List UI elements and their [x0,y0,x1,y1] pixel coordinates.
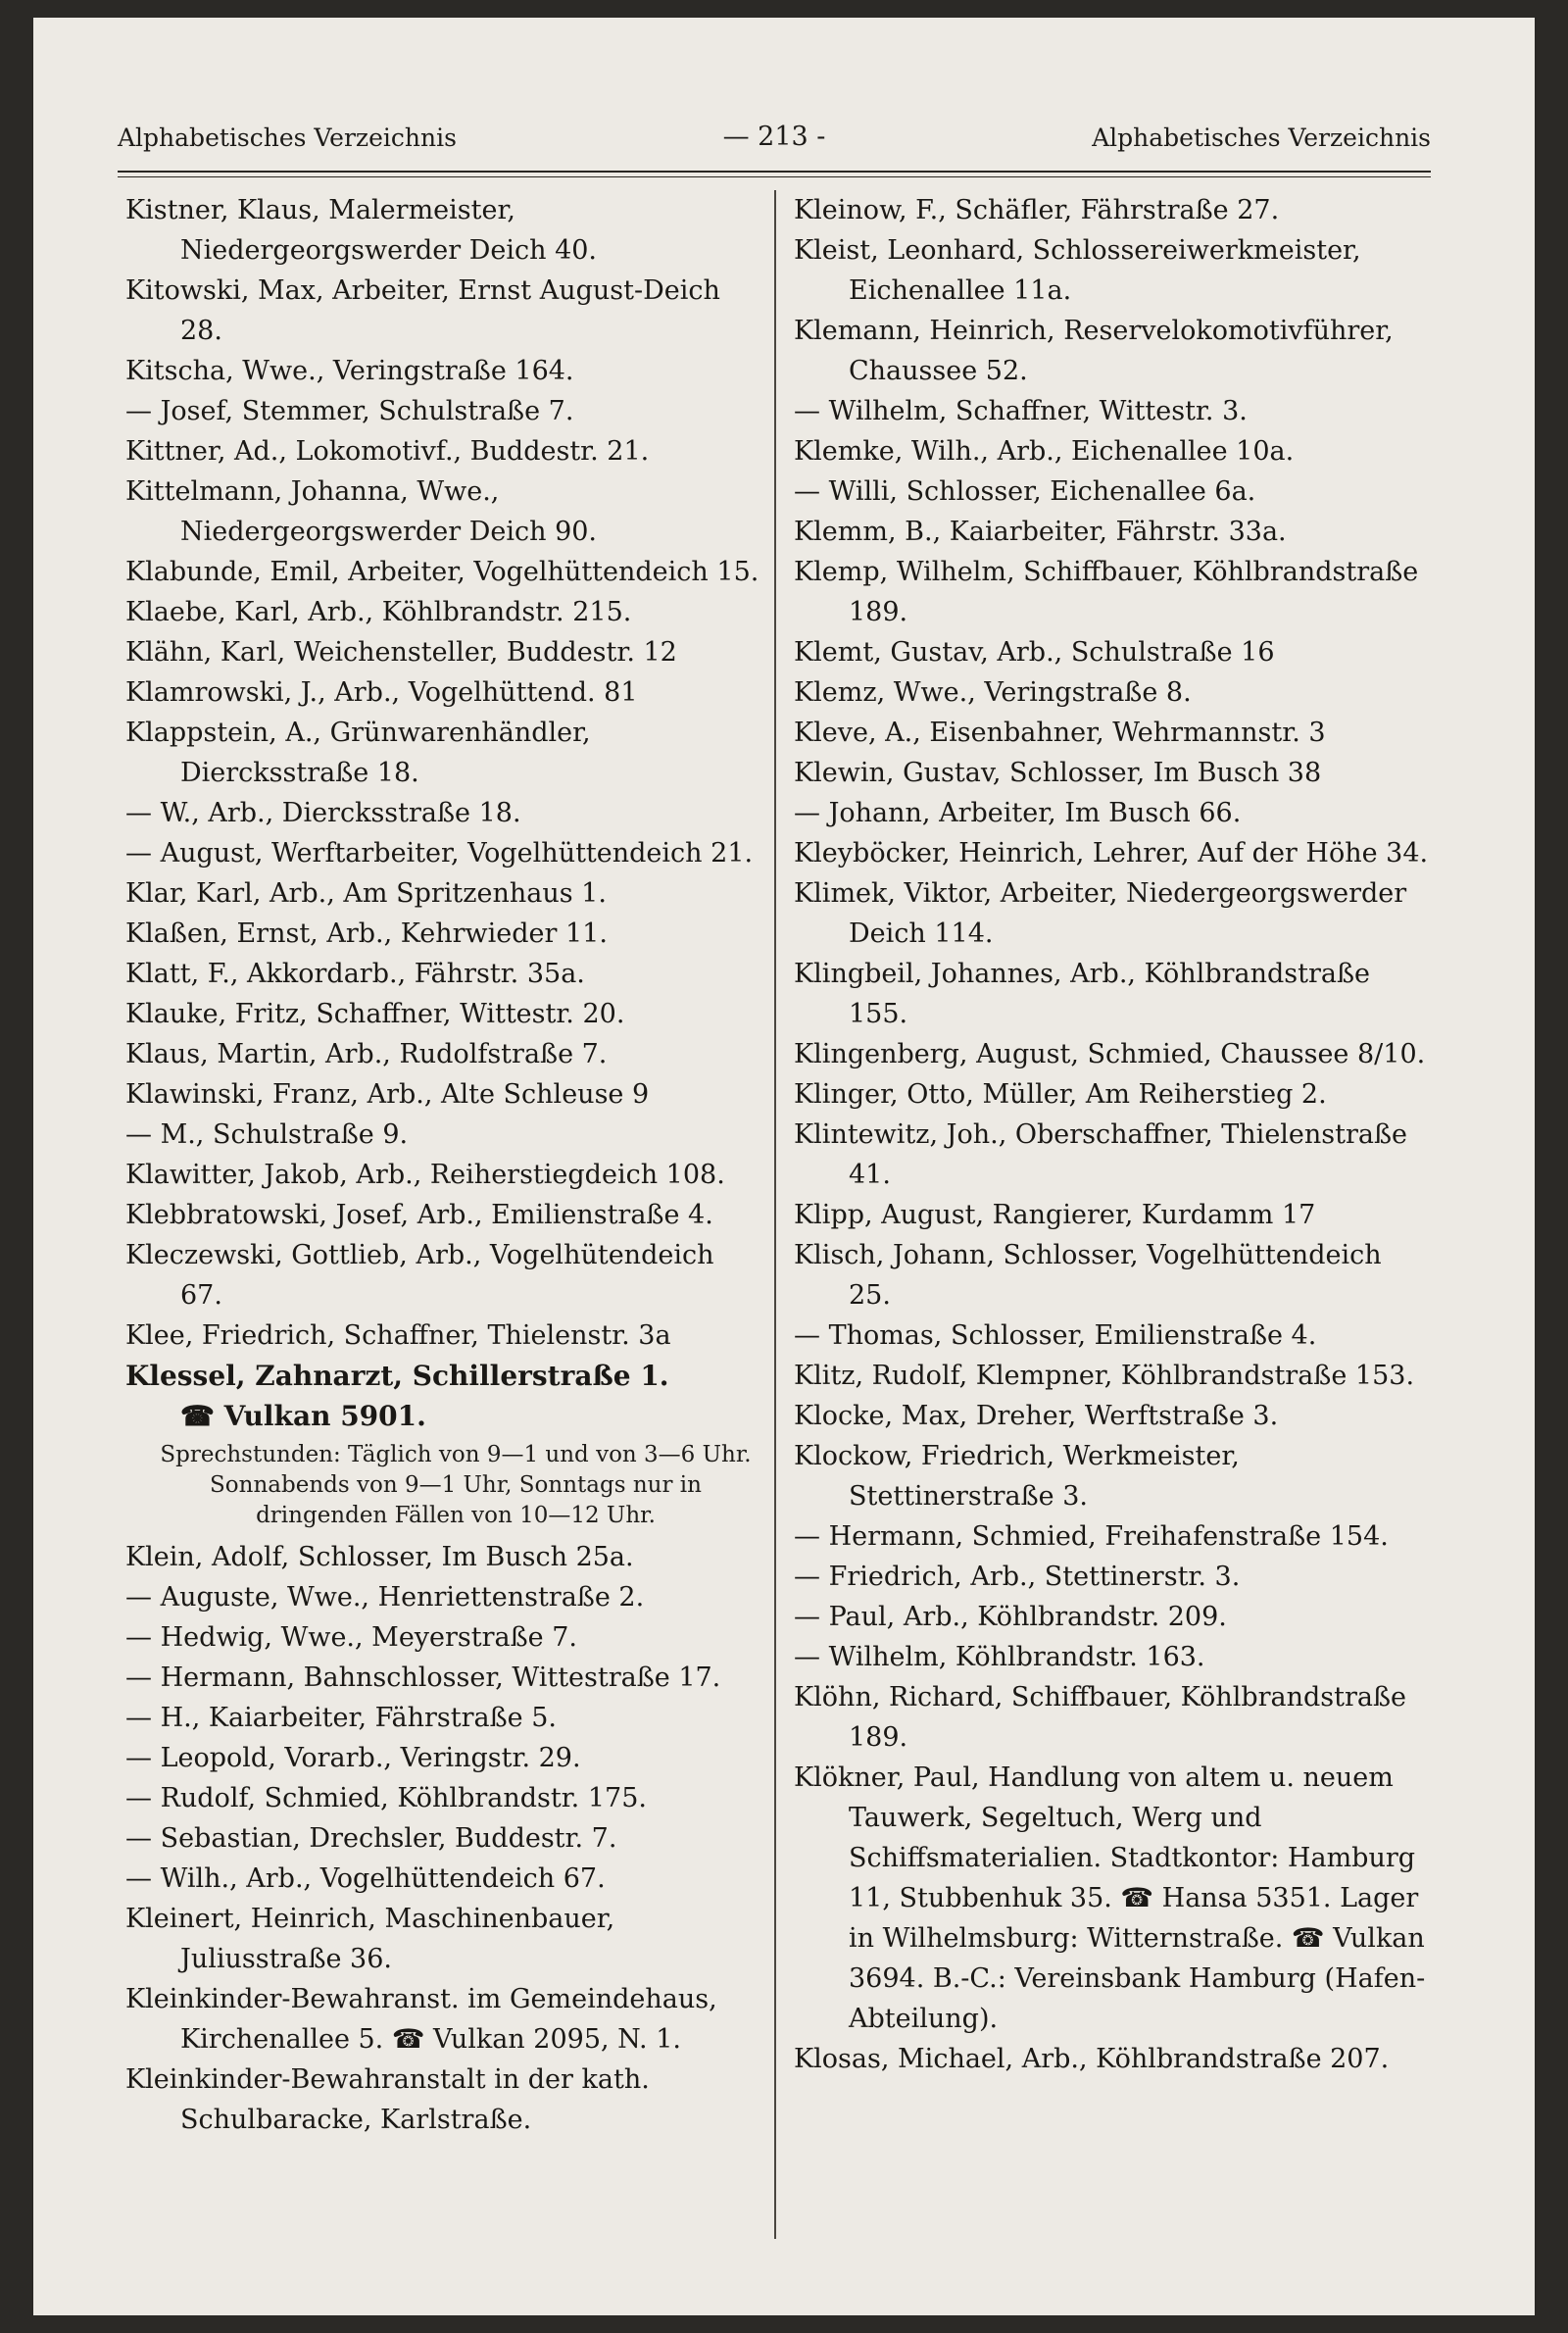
directory-entry: — Johann, Arbeiter, Im Busch 66. [794,798,1242,828]
directory-entry: Kistner, Klaus, Malermeister, Niedergeorgswerder Deich 40. [125,195,598,266]
directory-entry: Klaebe, Karl, Arb., Köhlbrandstr. 215. [125,597,632,627]
directory-entry: Klar, Karl, Arb., Am Spritzenhaus 1. [125,878,607,909]
directory-entry: — Sebastian, Drechsler, Buddestr. 7. [125,1823,617,1854]
directory-entry: Klipp, August, Rangierer, Kurdamm 17 [794,1200,1316,1230]
directory-entry: — Thomas, Schlosser, Emilienstraße 4. [794,1320,1317,1351]
directory-entry: Klawitter, Jakob, Arb., Reiherstiegdeich 108. [125,1160,725,1190]
directory-entry: Klemp, Wilhelm, Schiffbauer, Köhlbrandstraße 189. [794,557,1419,627]
directory-entry: Klewin, Gustav, Schlosser, Im Busch 38 [794,758,1322,788]
directory-entry: — Wilh., Arb., Vogelhüttendeich 67. [125,1863,606,1894]
directory-entry: Klockow, Friedrich, Werkmeister, Stettinerstraße 3. [794,1441,1240,1512]
directory-entry: Klitz, Rudolf, Klempner, Köhlbrandstraße 153. [794,1361,1415,1391]
directory-entry: Klähn, Karl, Weichensteller, Buddestr. 12 [125,637,677,668]
left-column [125,190,762,2239]
directory-entry: Kleinow, F., Schäfler, Fährstraße 27. [794,195,1280,225]
directory-entry: Klimek, Viktor, Arbeiter, Niedergeorgswerder Deich 114. [794,878,1407,949]
directory-entry: Klemke, Wilh., Arb., Eichenallee 10a. [794,436,1295,467]
directory-entry: Kleinkinder-Bewahranst. im Gemeindehaus, Kirchenallee 5. ☎ Vulkan 2095, N. 1. [125,1984,717,2055]
column-divider [774,190,776,2239]
directory-entry: — Josef, Stemmer, Schulstraße 7. [125,396,574,426]
directory-entry: Kittner, Ad., Lokomotivf., Buddestr. 21. [125,436,650,467]
directory-entry: Klaus, Martin, Arb., Rudolfstraße 7. [125,1039,608,1069]
directory-entry: — Rudolf, Schmied, Köhlbrandstr. 175. [125,1783,647,1813]
directory-entry: Klawinski, Franz, Arb., Alte Schleuse 9 [125,1079,650,1110]
page-number: — 213 - [722,122,826,152]
directory-entry: Klinger, Otto, Müller, Am Reiherstieg 2. [794,1079,1327,1110]
directory-entry: Klisch, Johann, Schlosser, Vogelhüttendeich 25. [794,1240,1382,1311]
directory-entry: Kitscha, Wwe., Veringstraße 164. [125,356,574,386]
directory-entry: Kleyböcker, Heinrich, Lehrer, Auf der Höhe 34. [794,838,1429,869]
directory-entry: Klocke, Max, Dreher, Werftstraße 3. [794,1401,1279,1431]
directory-entry: Kleve, A., Eisenbahner, Wehrmannstr. 3 [794,718,1326,748]
directory-entry: Klemm, B., Kaiarbeiter, Fährstr. 33a. [794,517,1287,547]
directory-entry: Kleinkinder-Bewahranstalt in der kath. Schulbaracke, Karlstraße. [125,2064,650,2135]
directory-entry: — Hermann, Bahnschlosser, Wittestraße 17. [125,1663,721,1693]
directory-entry: Klemann, Heinrich, Reservelokomotivführer, Chaussee 52. [794,316,1394,386]
directory-entry: — Hedwig, Wwe., Meyerstraße 7. [125,1622,578,1653]
directory-entry: — M., Schulstraße 9. [125,1119,409,1150]
directory-entry: Kleist, Leonhard, Schlossereiwerkmeister, Eichenallee 11a. [794,235,1361,306]
directory-entry: — August, Werftarbeiter, Vogelhüttendeich 21. [125,838,754,869]
directory-entry: Klintewitz, Joh., Oberschaffner, Thielenstraße 41. [794,1119,1408,1190]
directory-entry: Klingenberg, August, Schmied, Chaussee 8/10. [794,1039,1426,1069]
directory-entry: Klemz, Wwe., Veringstraße 8. [794,677,1192,708]
office-hours-note: Sprechstunden: Täglich von 9—1 und von 3—6 Uhr. Sonnabends von 9—1 Uhr, Sonntags nur in dringenden Fällen von 10—12 Uhr. [160,1442,752,1528]
directory-entry: — W., Arb., Diercksstraße 18. [125,798,521,828]
directory-entry: — Leopold, Vorarb., Veringstr. 29. [125,1743,581,1773]
directory-entry: — Willi, Schlosser, Eichenallee 6a. [794,476,1256,507]
directory-entry: Kitowski, Max, Arbeiter, Ernst August-Deich 28. [125,275,720,346]
directory-entry: — Friedrich, Arb., Stettinerstr. 3. [794,1562,1241,1592]
directory-entry: Klee, Friedrich, Schaffner, Thielenstr. 3a [125,1320,671,1351]
directory-entry: Klatt, F., Akkordarb., Fährstr. 35a. [125,959,585,989]
directory-entry: Kittelmann, Johanna, Wwe., Niedergeorgswerder Deich 90. [125,476,598,547]
directory-entry: Klabunde, Emil, Arbeiter, Vogelhüttendeich 15. [125,557,760,587]
header-rule-thin [118,176,1431,177]
directory-entry: — H., Kaiarbeiter, Fährstraße 5. [125,1703,557,1733]
advertisement-phone: ☎ Vulkan 5901. [180,1400,426,1432]
page-header [118,114,1431,157]
directory-entry: Klappstein, A., Grünwarenhändler, Diercksstraße 18. [125,718,591,788]
header-left-title: Alphabetisches Verzeichnis [118,124,457,152]
directory-entry: Klaßen, Ernst, Arb., Kehrwieder 11. [125,918,608,949]
directory-entry: Kleczewski, Gottlieb, Arb., Vogelhütendeich 67. [125,1240,714,1311]
directory-entry: Klökner, Paul, Handlung von altem u. neuem Tauwerk, Segeltuch, Werg und Schiffsmaterialien. Stadtkontor: Hamburg 11, Stubbenhuk 35. ☎ Hansa 5351. Lager in Wilhelmsburg: Witternstraße. ☎ Vulkan 3694. B.-C.: Vereinsbank Hamburg (Hafen-Abteilung). [794,1762,1426,2034]
directory-entry: Klosas, Michael, Arb., Köhlbrandstraße 207. [794,2044,1390,2074]
right-column [794,190,1431,2239]
directory-entry: — Auguste, Wwe., Henriettenstraße 2. [125,1582,645,1613]
directory-entry: Kleinert, Heinrich, Maschinenbauer, Juliusstraße 36. [125,1904,615,1974]
directory-entry: — Hermann, Schmied, Freihafenstraße 154. [794,1521,1389,1552]
advertisement-heading: Klessel, Zahnarzt, Schillerstraße 1. [125,1360,669,1392]
directory-entry: — Wilhelm, Köhlbrandstr. 163. [794,1642,1205,1672]
directory-entry: Klingbeil, Johannes, Arb., Köhlbrandstraße 155. [794,959,1371,1029]
directory-entry: Klebbratowski, Josef, Arb., Emilienstraße 4. [125,1200,713,1230]
directory-entry: — Wilhelm, Schaffner, Wittestr. 3. [794,396,1248,426]
header-right-title: Alphabetisches Verzeichnis [1092,124,1431,152]
directory-entry: Klöhn, Richard, Schiffbauer, Köhlbrandstraße 189. [794,1682,1407,1753]
directory-entry: Klamrowski, J., Arb., Vogelhüttend. 81 [125,677,638,708]
directory-entry: Klemt, Gustav, Arb., Schulstraße 16 [794,637,1275,668]
directory-entry: Klein, Adolf, Schlosser, Im Busch 25a. [125,1542,634,1572]
header-rule [118,171,1431,173]
directory-entry: — Paul, Arb., Köhlbrandstr. 209. [794,1602,1227,1632]
directory-entry: Klauke, Fritz, Schaffner, Wittestr. 20. [125,999,625,1029]
